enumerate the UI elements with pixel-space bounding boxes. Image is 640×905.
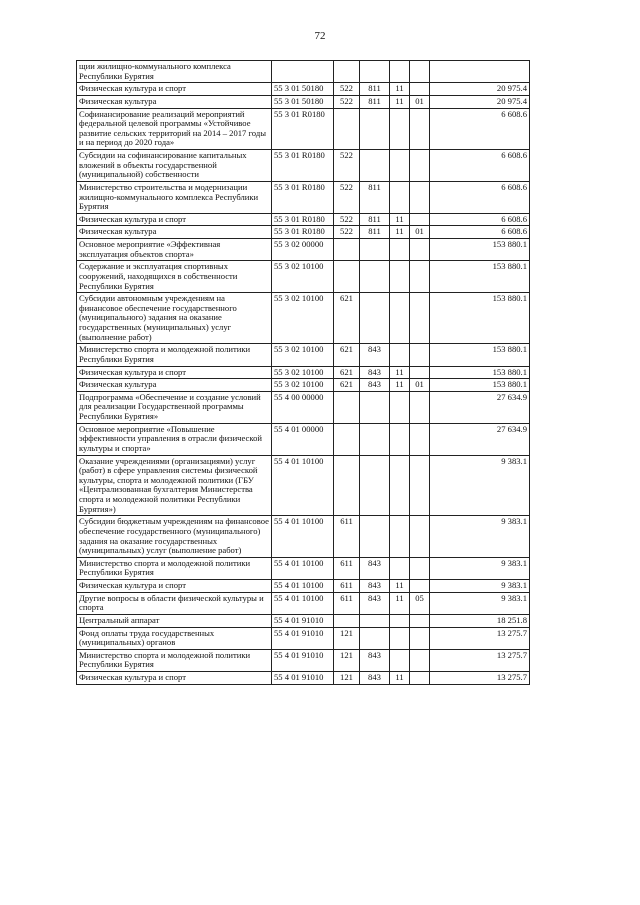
section-code	[390, 455, 410, 516]
subsection-code	[410, 391, 430, 423]
table-row	[77, 261, 530, 293]
ministry-code	[360, 627, 390, 649]
ministry-code: 811	[360, 226, 390, 239]
target-article-code: 55 3 02 10100	[272, 379, 334, 392]
row-name: Физическая культура и спорт	[77, 672, 272, 685]
subsection-code	[410, 649, 430, 671]
ministry-code	[360, 239, 390, 261]
table-row	[77, 580, 530, 593]
amount: 6 608.6	[430, 181, 530, 213]
table-row	[77, 150, 530, 182]
section-code	[390, 557, 410, 579]
amount: 13 275.7	[430, 649, 530, 671]
ministry-code: 811	[360, 181, 390, 213]
target-article-code: 55 4 01 91010	[272, 614, 334, 627]
target-article-code: 55 4 01 91010	[272, 672, 334, 685]
expense-type-code: 522	[334, 181, 360, 213]
row-name: Физическая культура и спорт	[77, 366, 272, 379]
section-code: 11	[390, 226, 410, 239]
amount: 9 383.1	[430, 455, 530, 516]
amount: 153 880.1	[430, 366, 530, 379]
expense-type-code: 621	[334, 344, 360, 366]
expense-type-code	[334, 614, 360, 627]
expense-type-code	[334, 455, 360, 516]
expense-type-code: 121	[334, 672, 360, 685]
ministry-code	[360, 455, 390, 516]
subsection-code	[410, 614, 430, 627]
row-name: Основное мероприятие «Эффективная эксплуатация объектов спорта»	[77, 239, 272, 261]
section-code	[390, 516, 410, 558]
ministry-code	[360, 61, 390, 83]
expense-type-code: 611	[334, 557, 360, 579]
target-article-code: 55 3 01 50180	[272, 95, 334, 108]
section-code: 11	[390, 672, 410, 685]
target-article-code: 55 4 00 00000	[272, 391, 334, 423]
subsection-code	[410, 344, 430, 366]
table-row	[77, 649, 530, 671]
target-article-code: 55 4 01 10100	[272, 557, 334, 579]
target-article-code: 55 4 01 91010	[272, 649, 334, 671]
ministry-code	[360, 293, 390, 344]
row-name: Физическая культура и спорт	[77, 213, 272, 226]
subsection-code	[410, 423, 430, 455]
subsection-code	[410, 239, 430, 261]
row-name: Физическая культура	[77, 379, 272, 392]
table-row	[77, 672, 530, 685]
row-name: Фонд оплаты труда государственных (муниципальных) органов	[77, 627, 272, 649]
amount: 6 608.6	[430, 213, 530, 226]
subsection-code	[410, 627, 430, 649]
row-name: Подпрограмма «Обеспечение и создание условий для реализации Государственной программы Республики Бурятия»	[77, 391, 272, 423]
row-name: Софинансирование реализаций мероприятий федеральной целевой программы «Устойчивое развитие сельских территорий на 2014 – 2017 годы и на период до 2020 года»	[77, 108, 272, 150]
subsection-code	[410, 580, 430, 593]
section-code: 11	[390, 213, 410, 226]
target-article-code: 55 4 01 10100	[272, 592, 334, 614]
ministry-code	[360, 391, 390, 423]
budget-table	[76, 60, 530, 685]
subsection-code	[410, 672, 430, 685]
row-name: Министерство спорта и молодежной политики Республики Бурятия	[77, 557, 272, 579]
page-number: 72	[314, 30, 326, 42]
ministry-code: 843	[360, 344, 390, 366]
target-article-code: 55 4 01 10100	[272, 516, 334, 558]
section-code	[390, 344, 410, 366]
section-code	[390, 239, 410, 261]
amount: 9 383.1	[430, 516, 530, 558]
amount: 153 880.1	[430, 239, 530, 261]
amount: 9 383.1	[430, 592, 530, 614]
amount: 27 634.9	[430, 391, 530, 423]
expense-type-code: 611	[334, 580, 360, 593]
expense-type-code	[334, 61, 360, 83]
expense-type-code	[334, 423, 360, 455]
row-name: Физическая культура	[77, 226, 272, 239]
target-article-code: 55 3 02 10100	[272, 344, 334, 366]
amount: 153 880.1	[430, 344, 530, 366]
subsection-code	[410, 181, 430, 213]
section-code	[390, 108, 410, 150]
expense-type-code: 621	[334, 379, 360, 392]
ministry-code: 811	[360, 95, 390, 108]
ministry-code	[360, 423, 390, 455]
expense-type-code: 611	[334, 516, 360, 558]
section-code: 11	[390, 580, 410, 593]
table-row	[77, 592, 530, 614]
amount: 20 975.4	[430, 83, 530, 96]
ministry-code: 811	[360, 213, 390, 226]
row-name: Субсидии автономным учреждениям на финансовое обеспечение государственного (муниципального) задания на оказание государственных (муниципальных) услуг (выполнение работ)	[77, 293, 272, 344]
table-row	[77, 181, 530, 213]
subsection-code	[410, 366, 430, 379]
ministry-code	[360, 150, 390, 182]
ministry-code	[360, 516, 390, 558]
table-row	[77, 423, 530, 455]
ministry-code: 811	[360, 83, 390, 96]
table-row	[77, 366, 530, 379]
section-code	[390, 423, 410, 455]
expense-type-code: 522	[334, 95, 360, 108]
table-row	[77, 61, 530, 83]
table-row	[77, 83, 530, 96]
section-code: 11	[390, 366, 410, 379]
subsection-code	[410, 557, 430, 579]
section-code	[390, 181, 410, 213]
expense-type-code: 522	[334, 226, 360, 239]
expense-type-code: 522	[334, 150, 360, 182]
subsection-code: 01	[410, 379, 430, 392]
table-row	[77, 379, 530, 392]
section-code: 11	[390, 592, 410, 614]
row-name: щии жилищно-коммунального комплекса Республики Бурятия	[77, 61, 272, 83]
subsection-code	[410, 108, 430, 150]
row-name: Физическая культура	[77, 95, 272, 108]
ministry-code: 843	[360, 366, 390, 379]
section-code: 11	[390, 95, 410, 108]
section-code	[390, 261, 410, 293]
expense-type-code	[334, 108, 360, 150]
section-code	[390, 649, 410, 671]
subsection-code	[410, 61, 430, 83]
ministry-code: 843	[360, 592, 390, 614]
amount: 13 275.7	[430, 672, 530, 685]
table-row	[77, 344, 530, 366]
target-article-code: 55 3 02 00000	[272, 239, 334, 261]
row-name: Министерство строительства и модернизации жилищно-коммунального комплекса Республики Бурятия	[77, 181, 272, 213]
section-code	[390, 293, 410, 344]
subsection-code	[410, 150, 430, 182]
target-article-code: 55 3 02 10100	[272, 366, 334, 379]
target-article-code: 55 3 01 R0180	[272, 181, 334, 213]
target-article-code: 55 3 02 10100	[272, 261, 334, 293]
subsection-code: 05	[410, 592, 430, 614]
section-code: 11	[390, 379, 410, 392]
section-code	[390, 614, 410, 627]
subsection-code	[410, 293, 430, 344]
amount: 9 383.1	[430, 557, 530, 579]
amount: 18 251.8	[430, 614, 530, 627]
subsection-code: 01	[410, 95, 430, 108]
expense-type-code	[334, 239, 360, 261]
expense-type-code: 121	[334, 627, 360, 649]
amount: 153 880.1	[430, 261, 530, 293]
expense-type-code: 621	[334, 366, 360, 379]
table-row	[77, 391, 530, 423]
amount: 27 634.9	[430, 423, 530, 455]
section-code	[390, 627, 410, 649]
expense-type-code: 121	[334, 649, 360, 671]
target-article-code: 55 4 01 00000	[272, 423, 334, 455]
table-row	[77, 239, 530, 261]
section-code: 11	[390, 83, 410, 96]
table-row	[77, 455, 530, 516]
ministry-code: 843	[360, 557, 390, 579]
row-name: Оказание учреждениями (организациями) услуг (работ) в сфере управления системы физической культуры, спорта и молодежной политики (ГБУ «Централизованная бухгалтерия Министерства спорта и молодежной политики Республики Бурятия»)	[77, 455, 272, 516]
amount: 13 275.7	[430, 627, 530, 649]
subsection-code	[410, 83, 430, 96]
row-name: Министерство спорта и молодежной политики Республики Бурятия	[77, 649, 272, 671]
amount: 9 383.1	[430, 580, 530, 593]
amount: 153 880.1	[430, 379, 530, 392]
ministry-code	[360, 614, 390, 627]
amount	[430, 61, 530, 83]
table-row	[77, 213, 530, 226]
table-row	[77, 226, 530, 239]
expense-type-code: 621	[334, 293, 360, 344]
target-article-code	[272, 61, 334, 83]
table-row	[77, 95, 530, 108]
table-row	[77, 557, 530, 579]
amount: 20 975.4	[430, 95, 530, 108]
ministry-code: 843	[360, 672, 390, 685]
amount: 153 880.1	[430, 293, 530, 344]
row-name: Субсидии бюджетным учреждениям на финансовое обеспечение государственного (муниципального) задания на оказание государственных (муниципальных) услуг (выполнение работ)	[77, 516, 272, 558]
amount: 6 608.6	[430, 108, 530, 150]
row-name: Субсидии на софинансирование капитальных вложений в объекты государственной (муниципальной) собственности	[77, 150, 272, 182]
row-name: Центральный аппарат	[77, 614, 272, 627]
target-article-code: 55 3 01 R0180	[272, 226, 334, 239]
expense-type-code	[334, 391, 360, 423]
expense-type-code: 611	[334, 592, 360, 614]
target-article-code: 55 3 01 50180	[272, 83, 334, 96]
target-article-code: 55 3 01 R0180	[272, 150, 334, 182]
row-name: Содержание и эксплуатация спортивных сооружений, находящихся в собственности Республики Бурятия	[77, 261, 272, 293]
target-article-code: 55 4 01 10100	[272, 580, 334, 593]
subsection-code	[410, 261, 430, 293]
row-name: Физическая культура и спорт	[77, 83, 272, 96]
table-row	[77, 627, 530, 649]
expense-type-code	[334, 261, 360, 293]
subsection-code: 01	[410, 226, 430, 239]
row-name: Министерство спорта и молодежной политики Республики Бурятия	[77, 344, 272, 366]
target-article-code: 55 3 01 R0180	[272, 108, 334, 150]
target-article-code: 55 4 01 10100	[272, 455, 334, 516]
ministry-code: 843	[360, 379, 390, 392]
row-name: Основное мероприятие «Повышение эффективности управления в отрасли физической культуры и спорта»	[77, 423, 272, 455]
row-name: Физическая культура и спорт	[77, 580, 272, 593]
expense-type-code: 522	[334, 213, 360, 226]
ministry-code	[360, 261, 390, 293]
subsection-code	[410, 455, 430, 516]
row-name: Другие вопросы в области физической культуры и спорта	[77, 592, 272, 614]
table-row	[77, 108, 530, 150]
target-article-code: 55 4 01 91010	[272, 627, 334, 649]
section-code	[390, 391, 410, 423]
amount: 6 608.6	[430, 226, 530, 239]
ministry-code: 843	[360, 580, 390, 593]
table-row	[77, 516, 530, 558]
section-code	[390, 61, 410, 83]
table-row	[77, 293, 530, 344]
amount: 6 608.6	[430, 150, 530, 182]
table-row	[77, 614, 530, 627]
expense-type-code: 522	[334, 83, 360, 96]
subsection-code	[410, 516, 430, 558]
target-article-code: 55 3 01 R0180	[272, 213, 334, 226]
ministry-code	[360, 108, 390, 150]
subsection-code	[410, 213, 430, 226]
target-article-code: 55 3 02 10100	[272, 293, 334, 344]
section-code	[390, 150, 410, 182]
ministry-code: 843	[360, 649, 390, 671]
